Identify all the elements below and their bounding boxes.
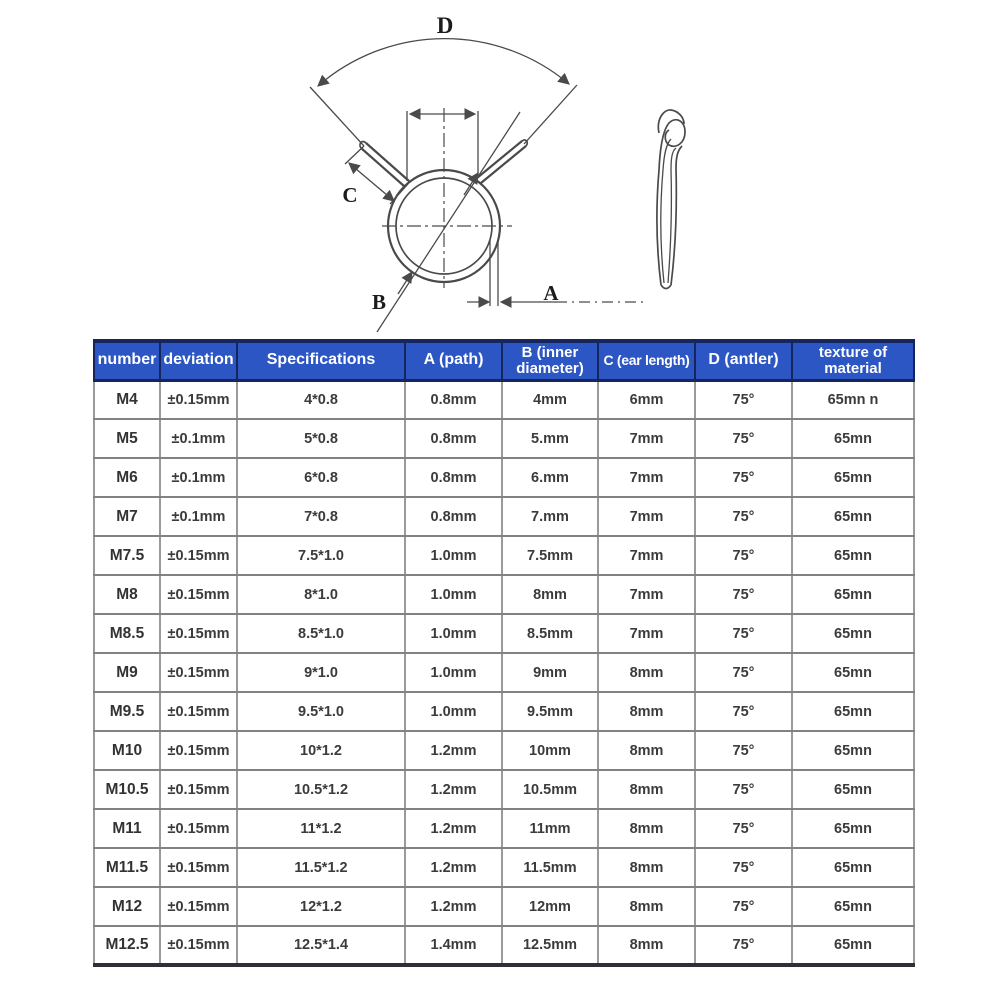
cell-b-inner-diameter: 10mm: [502, 731, 598, 770]
cell-deviation: ±0.15mm: [160, 536, 237, 575]
col-header-d-antler: D (antler): [695, 341, 792, 380]
cell-number: M10.5: [94, 770, 160, 809]
cell-d-antler: 75°: [695, 380, 792, 419]
clamp-left-ear: [360, 142, 409, 186]
cell-a-path: 0.8mm: [405, 458, 502, 497]
cell-a-path: 1.4mm: [405, 926, 502, 965]
cell-specifications: 7*0.8: [237, 497, 405, 536]
cell-texture-of-material: 65mn: [792, 731, 914, 770]
cell-c-ear-length: 8mm: [598, 848, 695, 887]
cell-b-inner-diameter: 8.5mm: [502, 614, 598, 653]
cell-specifications: 12.5*1.4: [237, 926, 405, 965]
cell-deviation: ±0.1mm: [160, 497, 237, 536]
col-header-c-ear-length: C (ear length): [598, 341, 695, 380]
cell-c-ear-length: 7mm: [598, 497, 695, 536]
cell-deviation: ±0.15mm: [160, 809, 237, 848]
col-header-deviation: deviation: [160, 341, 237, 380]
cell-specifications: 10.5*1.2: [237, 770, 405, 809]
dim-label-c: C: [342, 183, 358, 207]
cell-number: M6: [94, 458, 160, 497]
cell-texture-of-material: 65mn: [792, 770, 914, 809]
cell-a-path: 1.0mm: [405, 653, 502, 692]
cell-deviation: ±0.15mm: [160, 887, 237, 926]
cell-c-ear-length: 8mm: [598, 926, 695, 965]
cell-texture-of-material: 65mn: [792, 692, 914, 731]
cell-b-inner-diameter: 8mm: [502, 575, 598, 614]
cell-a-path: 1.0mm: [405, 575, 502, 614]
spec-row: [94, 809, 914, 848]
cell-b-inner-diameter: 10.5mm: [502, 770, 598, 809]
spec-row: [94, 653, 914, 692]
spec-row: [94, 692, 914, 731]
cell-a-path: 1.2mm: [405, 848, 502, 887]
spec-table: [93, 339, 915, 967]
spec-table-body: [94, 380, 914, 965]
cell-deviation: ±0.15mm: [160, 926, 237, 965]
cell-a-path: 1.0mm: [405, 536, 502, 575]
spec-row: [94, 380, 914, 419]
cell-number: M4: [94, 380, 160, 419]
cell-d-antler: 75°: [695, 575, 792, 614]
cell-b-inner-diameter: 5.mm: [502, 419, 598, 458]
cell-a-path: 1.2mm: [405, 809, 502, 848]
cell-b-inner-diameter: 7.mm: [502, 497, 598, 536]
dimension-c-ear-length: [342, 146, 408, 207]
cell-deviation: ±0.15mm: [160, 380, 237, 419]
clamp-right-ear: [477, 140, 527, 183]
cell-specifications: 12*1.2: [237, 887, 405, 926]
cell-b-inner-diameter: 12.5mm: [502, 926, 598, 965]
cell-b-inner-diameter: 9mm: [502, 653, 598, 692]
cell-a-path: 1.2mm: [405, 887, 502, 926]
cell-number: M9: [94, 653, 160, 692]
spec-row: [94, 848, 914, 887]
cell-c-ear-length: 8mm: [598, 770, 695, 809]
cell-c-ear-length: 7mm: [598, 575, 695, 614]
cell-texture-of-material: 65mn: [792, 926, 914, 965]
dim-label-a: A: [543, 281, 559, 305]
d-arc: [318, 39, 569, 86]
cell-c-ear-length: 7mm: [598, 419, 695, 458]
clamp-technical-drawing: [0, 0, 1002, 338]
cell-number: M7.5: [94, 536, 160, 575]
col-header-a-path: A (path): [405, 341, 502, 380]
cell-c-ear-length: 7mm: [598, 614, 695, 653]
cell-d-antler: 75°: [695, 653, 792, 692]
cell-b-inner-diameter: 4mm: [502, 380, 598, 419]
cell-d-antler: 75°: [695, 887, 792, 926]
cell-texture-of-material: 65mn: [792, 419, 914, 458]
cell-texture-of-material: 65mn: [792, 887, 914, 926]
cell-deviation: ±0.15mm: [160, 692, 237, 731]
cell-a-path: 1.0mm: [405, 614, 502, 653]
spec-row: [94, 731, 914, 770]
cell-b-inner-diameter: 12mm: [502, 887, 598, 926]
spec-table-header: [94, 341, 914, 380]
cell-c-ear-length: 8mm: [598, 653, 695, 692]
d-leg-right: [524, 85, 577, 144]
spec-row: [94, 497, 914, 536]
spec-row: [94, 614, 914, 653]
cell-c-ear-length: 8mm: [598, 731, 695, 770]
d-leg-left: [310, 87, 364, 146]
cell-d-antler: 75°: [695, 770, 792, 809]
cell-texture-of-material: 65mn: [792, 458, 914, 497]
cell-deviation: ±0.15mm: [160, 575, 237, 614]
cell-d-antler: 75°: [695, 692, 792, 731]
cell-specifications: 11.5*1.2: [237, 848, 405, 887]
cell-texture-of-material: 65mn: [792, 614, 914, 653]
cell-specifications: 8.5*1.0: [237, 614, 405, 653]
clamp-side-view: [657, 110, 685, 289]
cell-specifications: 5*0.8: [237, 419, 405, 458]
cell-b-inner-diameter: 7.5mm: [502, 536, 598, 575]
spec-row: [94, 887, 914, 926]
cell-d-antler: 75°: [695, 731, 792, 770]
cell-texture-of-material: 65mn: [792, 575, 914, 614]
cell-deviation: ±0.15mm: [160, 731, 237, 770]
cell-a-path: 0.8mm: [405, 419, 502, 458]
cell-c-ear-length: 8mm: [598, 887, 695, 926]
cell-b-inner-diameter: 11mm: [502, 809, 598, 848]
cell-number: M11: [94, 809, 160, 848]
cell-texture-of-material: 65mn: [792, 848, 914, 887]
cell-texture-of-material: 65mn: [792, 809, 914, 848]
spec-row: [94, 575, 914, 614]
cell-c-ear-length: 7mm: [598, 458, 695, 497]
cell-a-path: 1.2mm: [405, 770, 502, 809]
cell-texture-of-material: 65mn: [792, 497, 914, 536]
cell-deviation: ±0.1mm: [160, 419, 237, 458]
cell-number: M10: [94, 731, 160, 770]
clamp-front-view: [360, 108, 527, 288]
cell-b-inner-diameter: 6.mm: [502, 458, 598, 497]
cell-a-path: 0.8mm: [405, 497, 502, 536]
cell-c-ear-length: 7mm: [598, 536, 695, 575]
cell-number: M5: [94, 419, 160, 458]
cell-number: M8: [94, 575, 160, 614]
cell-specifications: 9.5*1.0: [237, 692, 405, 731]
cell-d-antler: 75°: [695, 419, 792, 458]
cell-d-antler: 75°: [695, 926, 792, 965]
cell-specifications: 9*1.0: [237, 653, 405, 692]
cell-deviation: ±0.15mm: [160, 770, 237, 809]
dim-label-d: D: [436, 13, 454, 38]
cell-number: M11.5: [94, 848, 160, 887]
cell-specifications: 4*0.8: [237, 380, 405, 419]
col-header-texture-of-material: texture of material: [792, 341, 914, 380]
spec-row: [94, 419, 914, 458]
cell-d-antler: 75°: [695, 497, 792, 536]
cell-specifications: 11*1.2: [237, 809, 405, 848]
cell-number: M12: [94, 887, 160, 926]
cell-b-inner-diameter: 11.5mm: [502, 848, 598, 887]
cell-number: M7: [94, 497, 160, 536]
spec-row: [94, 926, 914, 965]
spec-row: [94, 770, 914, 809]
spec-row: [94, 536, 914, 575]
cell-number: M12.5: [94, 926, 160, 965]
cell-a-path: 1.2mm: [405, 731, 502, 770]
cell-c-ear-length: 8mm: [598, 692, 695, 731]
cell-texture-of-material: 65mn: [792, 536, 914, 575]
cell-specifications: 7.5*1.0: [237, 536, 405, 575]
cell-texture-of-material: 65mn: [792, 653, 914, 692]
cell-d-antler: 75°: [695, 536, 792, 575]
cell-d-antler: 75°: [695, 614, 792, 653]
col-header-number: number: [94, 341, 160, 380]
spec-row: [94, 458, 914, 497]
cell-deviation: ±0.15mm: [160, 653, 237, 692]
cell-deviation: ±0.15mm: [160, 614, 237, 653]
cell-d-antler: 75°: [695, 809, 792, 848]
cell-d-antler: 75°: [695, 848, 792, 887]
cell-number: M8.5: [94, 614, 160, 653]
cell-texture-of-material: 65mn n: [792, 380, 914, 419]
col-header-b-inner-diameter: B (inner diameter): [502, 341, 598, 380]
col-header-specifications: Specifications: [237, 341, 405, 380]
cell-specifications: 8*1.0: [237, 575, 405, 614]
cell-number: M9.5: [94, 692, 160, 731]
cell-c-ear-length: 8mm: [598, 809, 695, 848]
dim-label-b: B: [371, 290, 387, 314]
cell-deviation: ±0.1mm: [160, 458, 237, 497]
cell-a-path: 0.8mm: [405, 380, 502, 419]
cell-c-ear-length: 6mm: [598, 380, 695, 419]
cell-b-inner-diameter: 9.5mm: [502, 692, 598, 731]
cell-d-antler: 75°: [695, 458, 792, 497]
cell-a-path: 1.0mm: [405, 692, 502, 731]
cell-deviation: ±0.15mm: [160, 848, 237, 887]
cell-specifications: 10*1.2: [237, 731, 405, 770]
cell-specifications: 6*0.8: [237, 458, 405, 497]
